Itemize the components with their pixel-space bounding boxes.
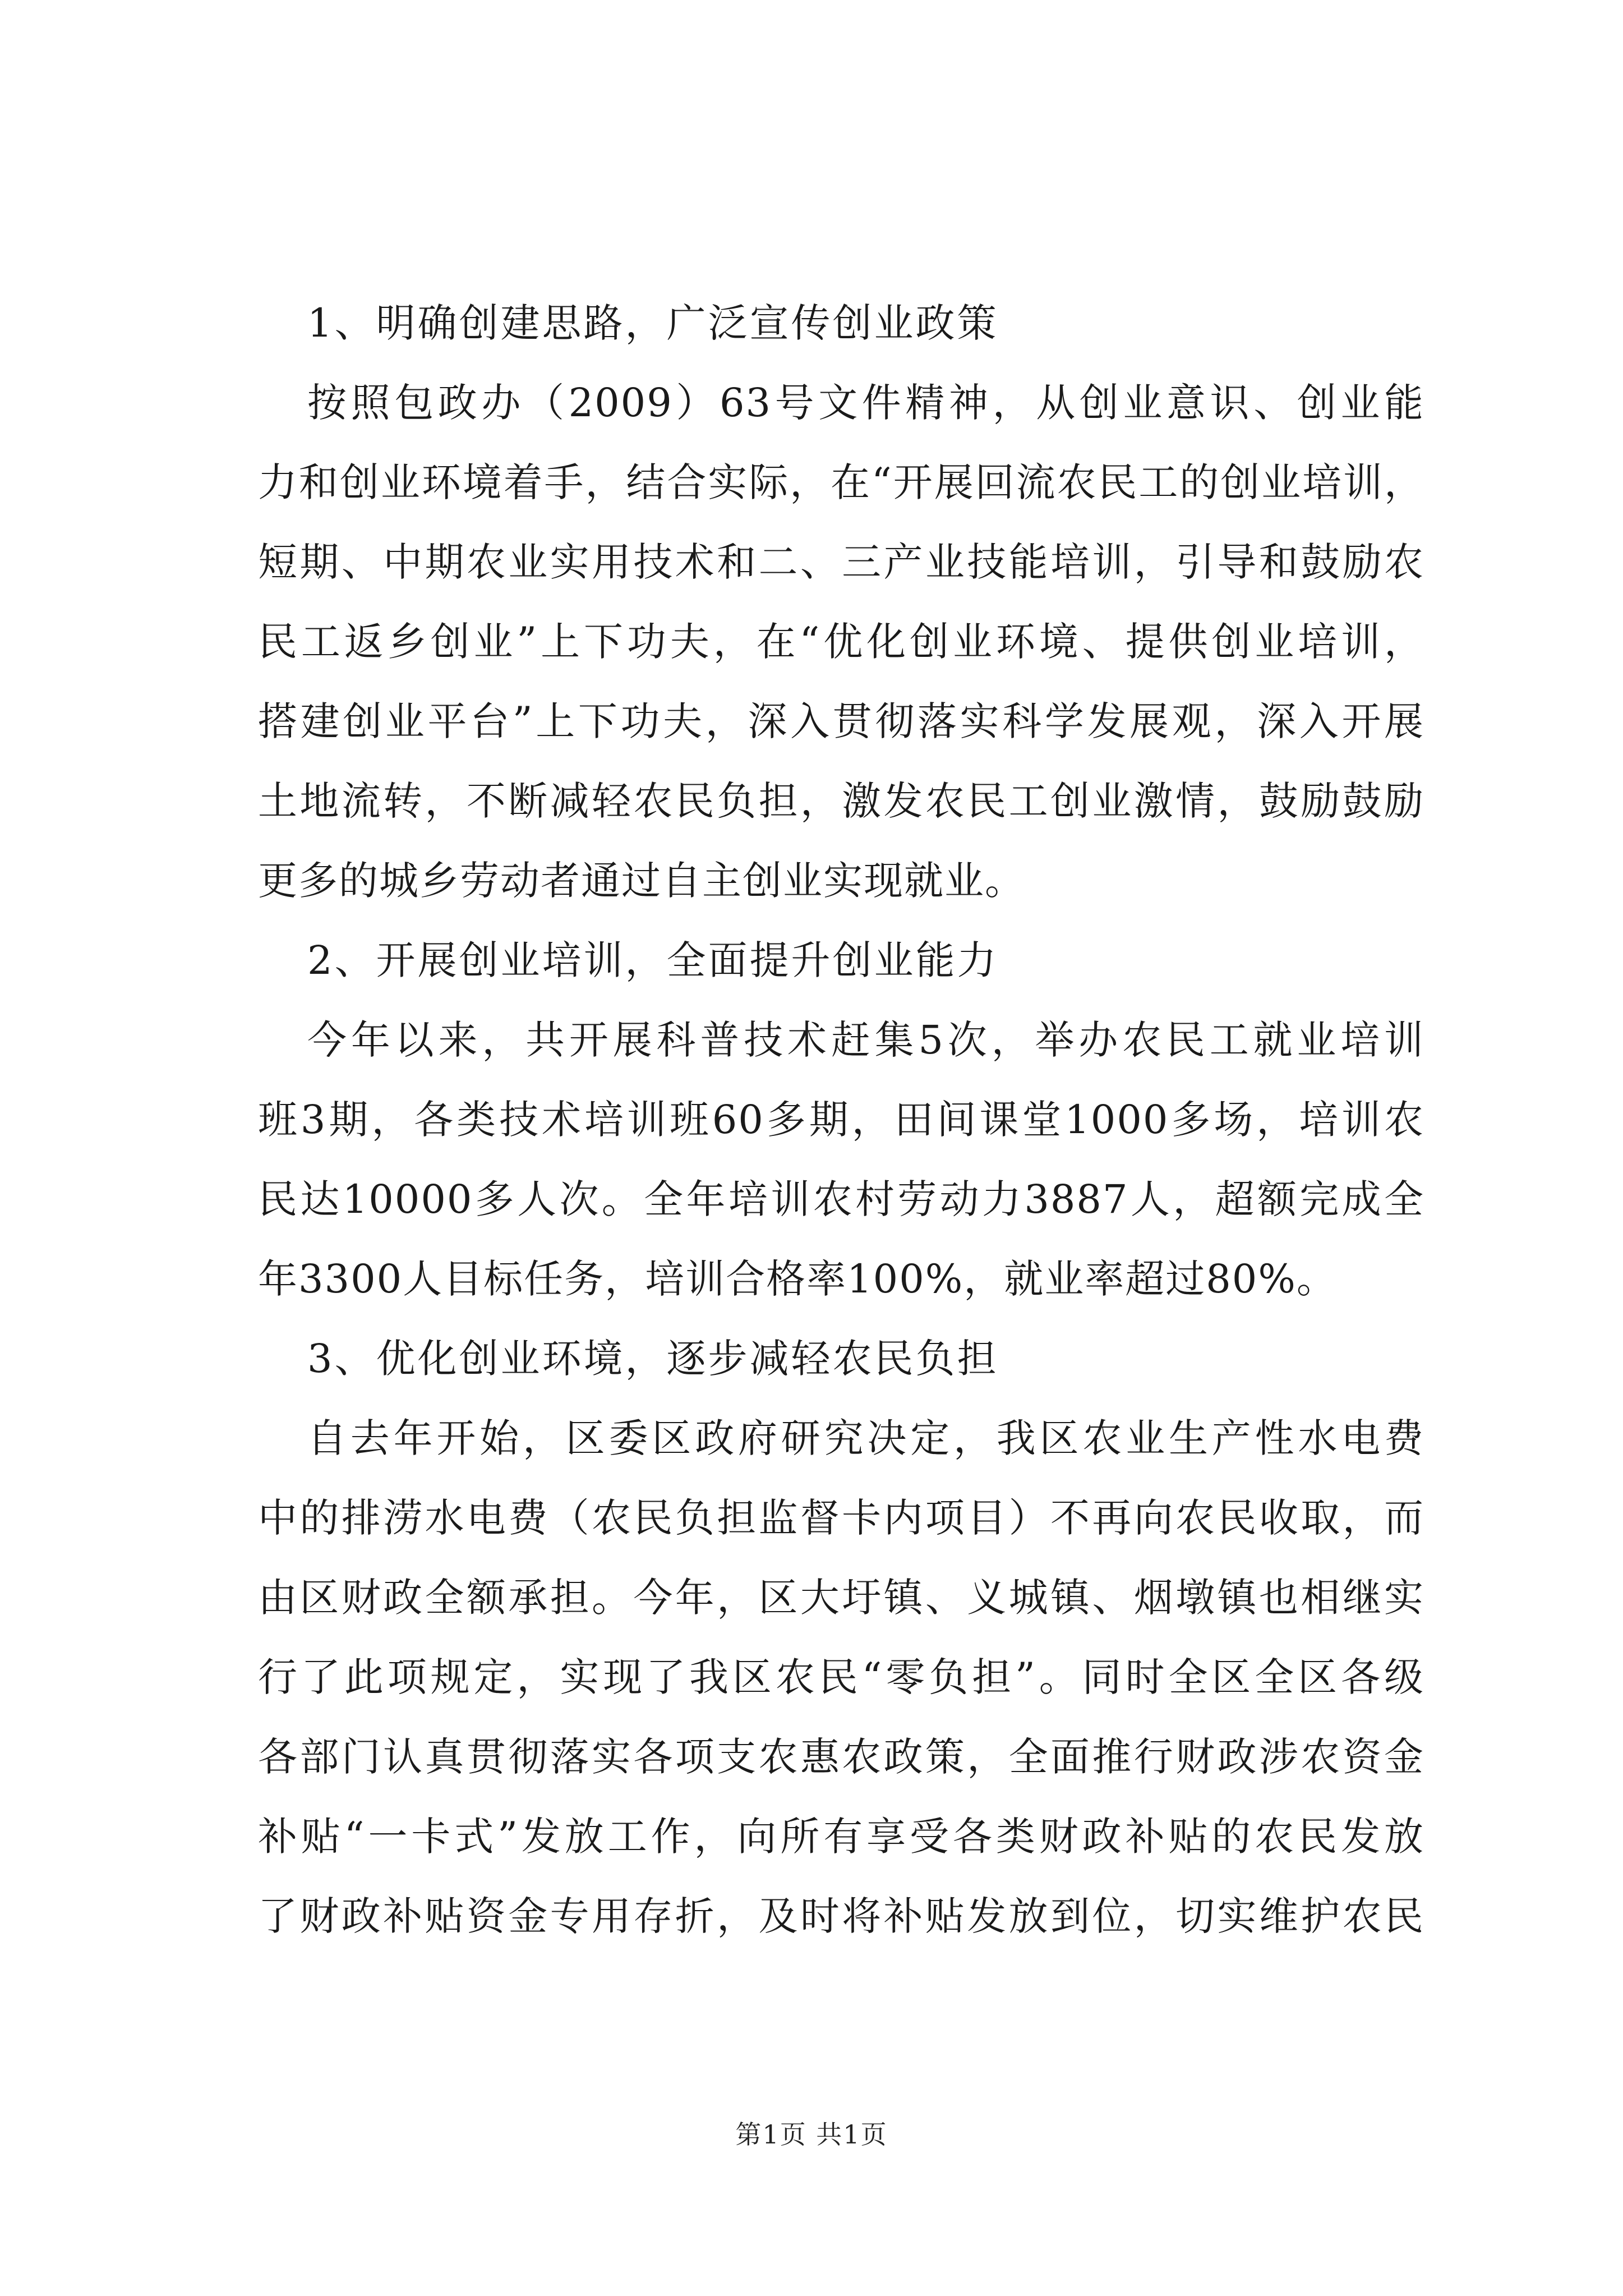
paragraph-line: 短期、中期农业实用技术和二、三产业技能培训，引导和鼓励农 — [258, 539, 1424, 585]
section-1 — [258, 283, 1424, 921]
paragraph-line: 搭建创业平台”上下功夫，深入贯彻落实科学发展观，深入开展 — [258, 698, 1424, 744]
section-heading: 3、优化创业环境，逐步减轻农民负担 — [307, 1336, 999, 1382]
page-footer: 第1页 共1页 — [735, 2119, 888, 2150]
paragraph-line: 民工返乡创业”上下功夫，在“优化创业环境、提供创业培训， — [258, 619, 1424, 665]
paragraph-line: 班3期，各类技术培训班60多期，田间课堂1000多场，培训农 — [258, 1097, 1424, 1143]
paragraph-line: 年3300人目标任务，培训合格率100%，就业率超过80%。 — [258, 1256, 1337, 1302]
paragraph-line: 土地流转，不断减轻农民负担，激发农民工创业激情，鼓励鼓励 — [258, 778, 1424, 824]
section-2 — [258, 921, 1424, 1319]
paragraph-line: 了财政补贴资金专用存折，及时将补贴发放到位，切实维护农民 — [258, 1893, 1424, 1939]
paragraph-line: 由区财政全额承担。今年，区大圩镇、义城镇、烟墩镇也相继实 — [258, 1575, 1424, 1621]
section-heading: 1、明确创建思路，广泛宣传创业政策 — [307, 300, 999, 346]
paragraph-line: 按照包政办（2009）63号文件精神，从创业意识、创业能 — [307, 380, 1424, 426]
paragraph-line: 更多的城乡劳动者通过自主创业实现就业。 — [258, 858, 1025, 904]
paragraph — [258, 1000, 1424, 1319]
paragraph-line: 自去年开始，区委区政府研究决定，我区农业生产性水电费 — [307, 1415, 1424, 1461]
paragraph-line: 民达10000多人次。全年培训农村劳动力3887人，超额完成全 — [258, 1176, 1424, 1222]
paragraph-line: 中的排涝水电费（农民负担监督卡内项目）不再向农民收取，而 — [258, 1495, 1424, 1541]
section-3 — [258, 1319, 1424, 1956]
document-body — [258, 283, 1424, 1956]
paragraph — [258, 1398, 1424, 1956]
paragraph — [258, 363, 1424, 921]
paragraph-line: 行了此项规定，实现了我区农民“零负担”。同时全区全区各级 — [258, 1654, 1424, 1700]
paragraph-line: 今年以来，共开展科普技术赶集5次，举办农民工就业培训 — [307, 1017, 1424, 1063]
section-heading: 2、开展创业培训，全面提升创业能力 — [307, 937, 999, 983]
paragraph-line: 补贴“一卡式”发放工作，向所有享受各类财政补贴的农民发放 — [258, 1814, 1424, 1860]
paragraph-line: 各部门认真贯彻落实各项支农惠农政策，全面推行财政涉农资金 — [258, 1734, 1424, 1780]
paragraph-line: 力和创业环境着手，结合实际，在“开展回流农民工的创业培训， — [258, 459, 1424, 505]
